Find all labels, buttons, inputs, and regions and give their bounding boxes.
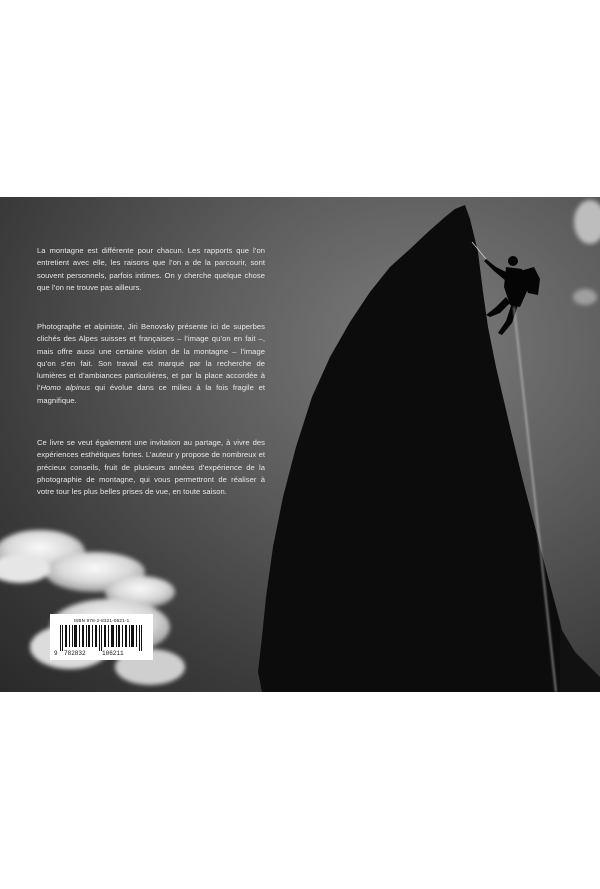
rock-right-face [560,627,600,692]
cloud-right [573,200,600,305]
author-paragraph [37,321,265,407]
author-paragraph-text: Photographe et alpiniste, Jiri Benovsky présente ici de superbes clichés des Alpes suisses et françaises – l’image qu’on en fait –, mais offre aussi une certaine vision de la montagne – l’image qu’on s’en fait. Son travail est marqué par la recherche de lumières et d’ambiances particulières, et par la place accordée à l’ [37,322,265,393]
barcode-digit-first: 9 [54,650,58,657]
climber-silhouette [484,256,540,335]
isbn-barcode [50,614,153,660]
author-paragraph-text-end: qui évolue dans ce milieu à la fois fragile et magnifique. [37,383,266,405]
barcode-digits [54,650,149,657]
isbn-label: ISBN 978-2-8321-0621-1 [73,618,130,623]
barcode-digit-group-2: 106211 [102,650,124,657]
invitation-paragraph: Ce livre se veut également une invitation au partage, à vivre des expériences esthétiques fortes. L’auteur y propose de nombreux et précieux conseils, fruit de plusieurs années d’expérience de la photographie de montagne, qui vous permettront de réaliser à votre tour les plus belles prises de vue, en toute saison. [37,438,265,497]
barcode-bars [54,625,149,651]
intro-paragraph: La montagne est différente pour chacun. Les rapports que l’on entretient avec elle, les raisons que l’on a de la parcourir, sont souvent personnels, parfois intimes. On y cherche quelque chose que l’on ne trouve pas ailleurs. [37,246,265,292]
cloud-lower-left [0,530,185,685]
barcode-digit-group-1: 782832 [64,650,86,657]
homo-alpinus-term: Homo alpinus [40,383,91,393]
